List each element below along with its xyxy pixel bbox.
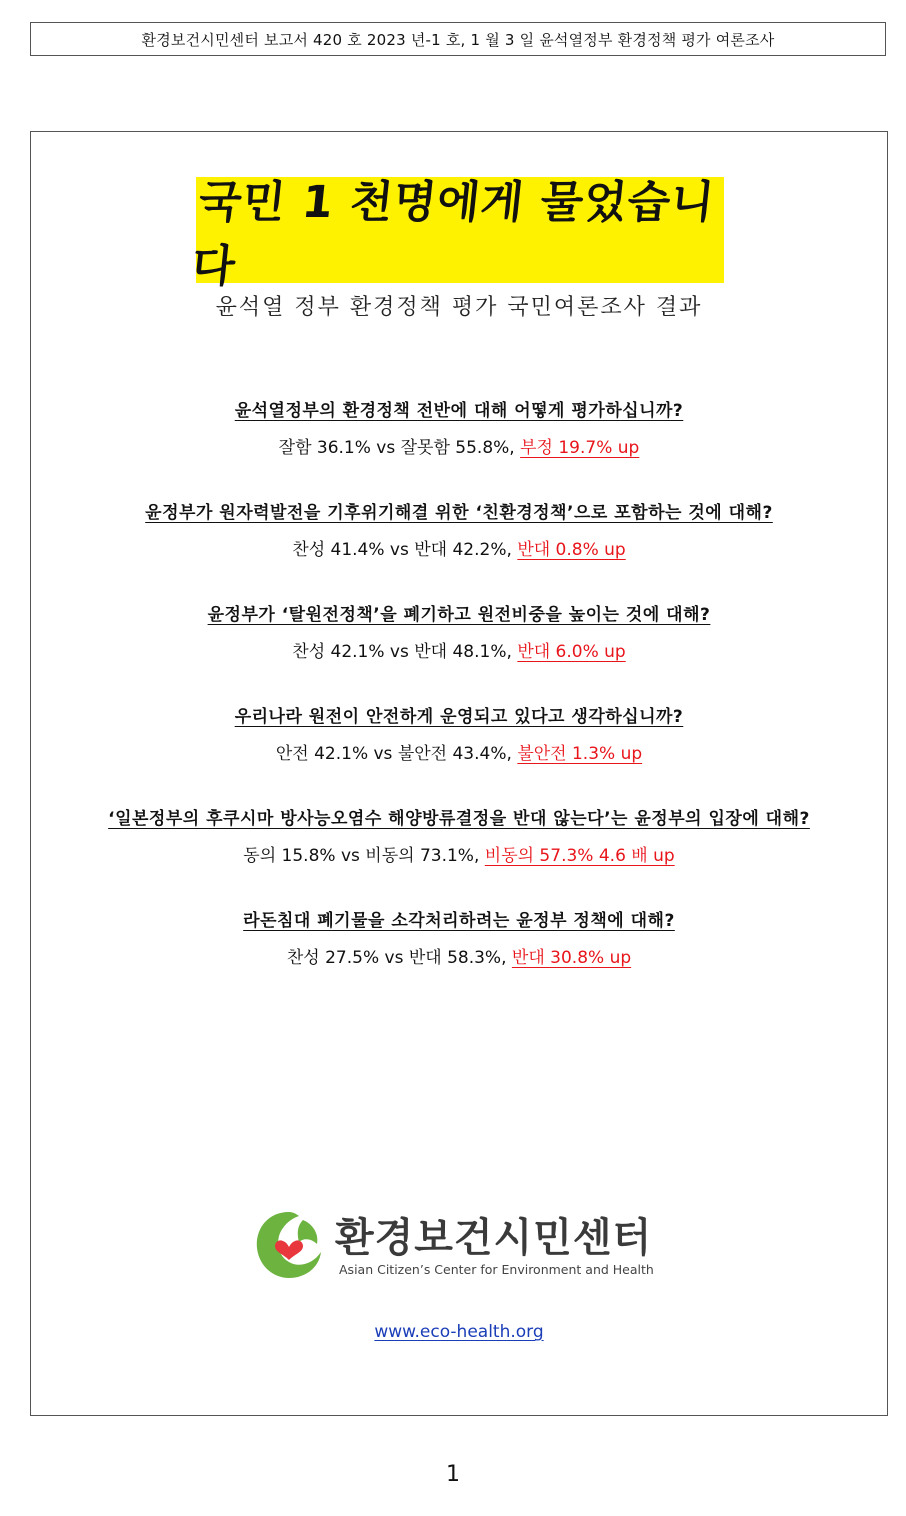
answer-highlight: 반대 0.8% up [517, 540, 626, 560]
survey-answer [31, 739, 887, 764]
report-header-text: 환경보건시민센터 보고서 420 호 2023 년-1 호, 1 월 3 일 윤석열정부 환경정책 평가 여론조사 [141, 30, 775, 49]
report-header [30, 22, 886, 56]
answer-highlight: 비동의 57.3% 4.6 배 up [484, 846, 675, 866]
survey-question: 윤정부가 ‘탈원전정책’을 폐기하고 원전비중을 높이는 것에 대해? [207, 605, 711, 625]
answer-highlight: 반대 6.0% up [517, 642, 626, 662]
survey-answer [31, 841, 887, 866]
answer-highlight: 반대 30.8% up [511, 948, 632, 968]
banner-subtitle: 윤석열 정부 환경정책 평가 국민여론조사 결과 [215, 295, 703, 320]
page-number: 1 [446, 1462, 460, 1487]
survey-item [31, 804, 887, 866]
answer-result: 동의 15.8% vs 비동의 73.1%, [243, 846, 485, 866]
main-content-box [30, 131, 888, 1416]
survey-question: ‘일본정부의 후쿠시마 방사능오염수 해양방류결정을 반대 않는다’는 윤정부의 입장에 대해? [108, 809, 810, 829]
answer-result: 찬성 41.4% vs 반대 42.2%, [292, 540, 518, 560]
answer-result: 안전 42.1% vs 불안전 43.4%, [275, 744, 518, 764]
answer-result: 찬성 42.1% vs 반대 48.1%, [292, 642, 518, 662]
survey-item [31, 600, 887, 662]
survey-answer [31, 637, 887, 662]
website-link[interactable]: www.eco-health.org [374, 1322, 544, 1342]
title-banner [189, 177, 724, 292]
survey-item [31, 702, 887, 764]
logo-name: 환경보건시민센터 [335, 1215, 653, 1261]
survey-question: 윤정부가 원자력발전을 기후위기해결 위한 ‘친환경정책’으로 포함하는 것에 대해? [145, 503, 773, 523]
answer-result: 잘함 36.1% vs 잘못함 55.8%, [278, 438, 521, 458]
survey-item [31, 906, 887, 968]
banner-title: 국민 1 천명에게 물었습니다 [189, 177, 718, 292]
survey-answer [31, 535, 887, 560]
answer-highlight: 불안전 1.3% up [517, 744, 643, 764]
survey-answer [31, 943, 887, 968]
survey-item [31, 498, 887, 560]
survey-question: 우리나라 원전이 안전하게 운영되고 있다고 생각하십니까? [234, 707, 684, 727]
logo-english-name: Asian Citizen’s Center for Environment and Health [339, 1262, 654, 1277]
organization-logo [253, 1204, 673, 1288]
survey-item [31, 396, 887, 458]
answer-result: 찬성 27.5% vs 반대 58.3%, [286, 948, 512, 968]
survey-question: 윤석열정부의 환경정책 전반에 대해 어떻게 평가하십니까? [234, 401, 684, 421]
leaf-heart-icon [253, 1208, 325, 1282]
answer-highlight: 부정 19.7% up [520, 438, 640, 458]
survey-answer [31, 433, 887, 458]
survey-question: 라돈침대 폐기물을 소각처리하려는 윤정부 정책에 대해? [243, 911, 675, 931]
